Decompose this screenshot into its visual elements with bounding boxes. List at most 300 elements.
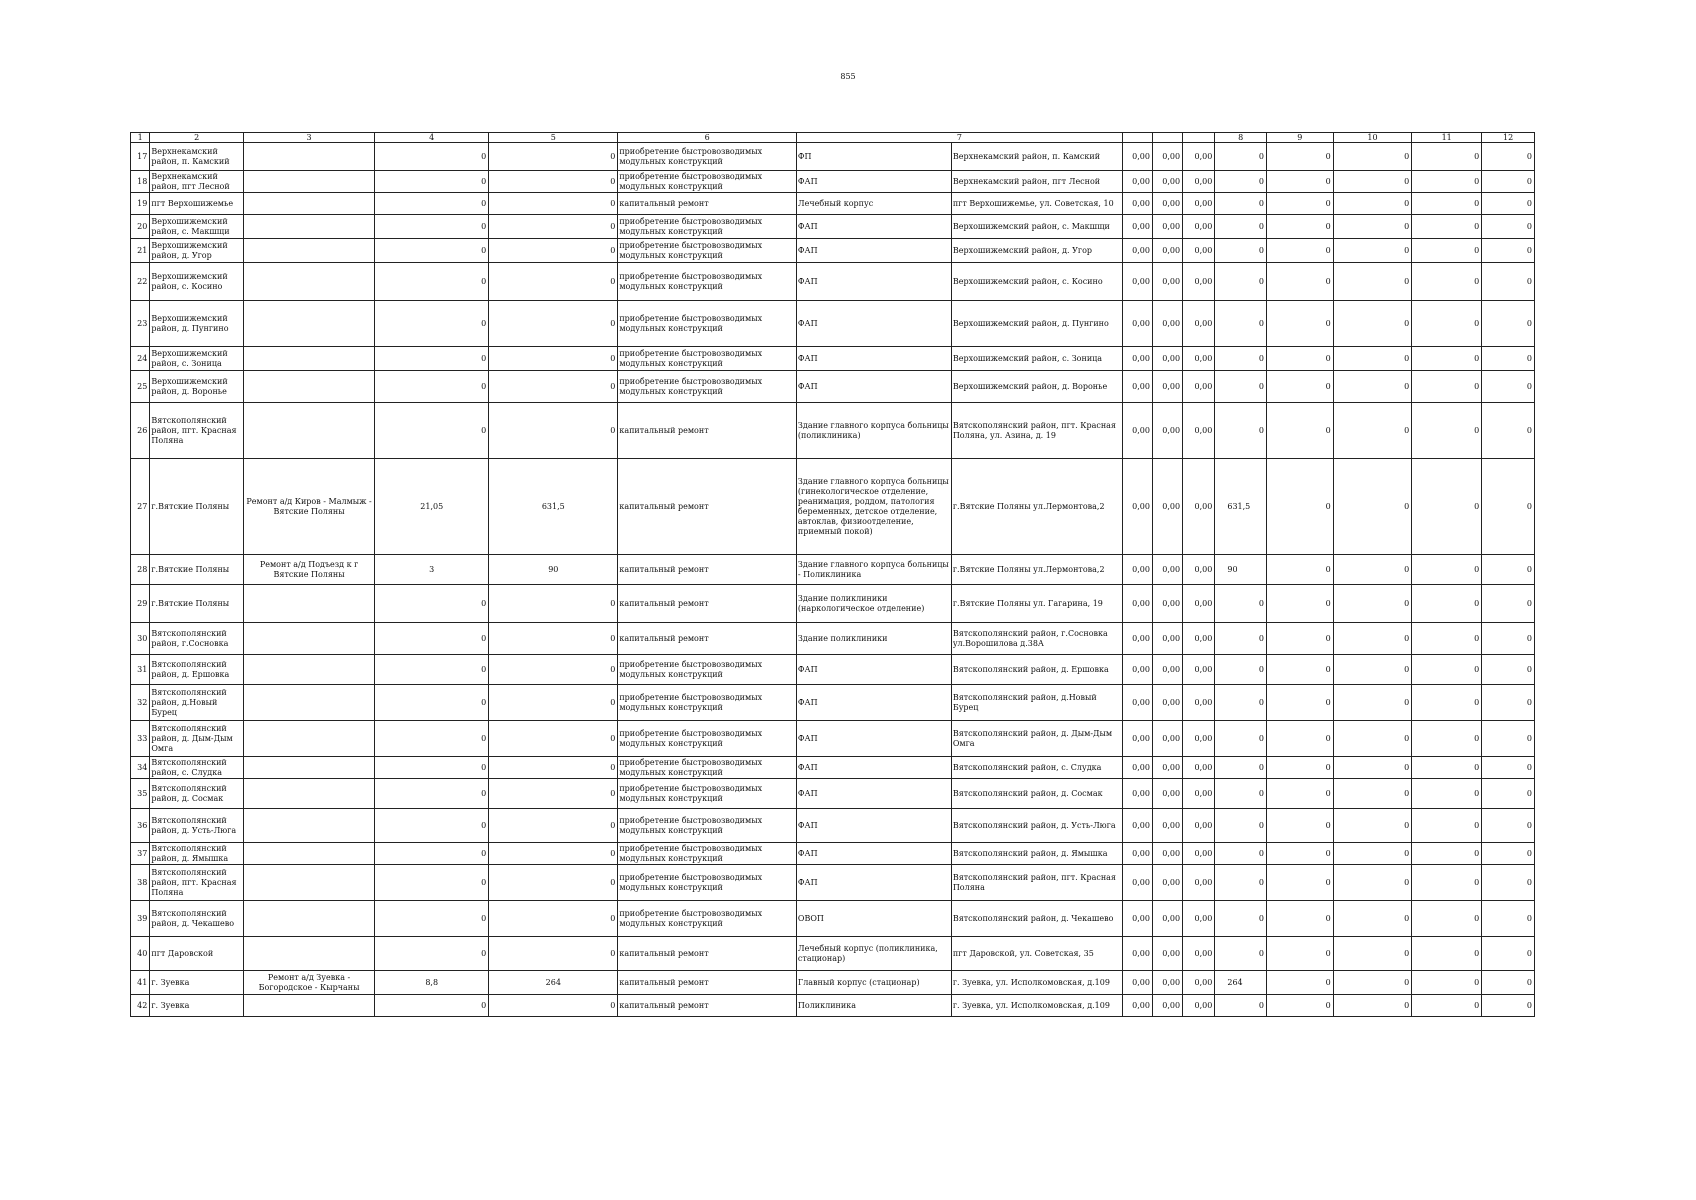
work-type-cell: приобретение быстровозводимых модульных конструкций	[618, 779, 797, 809]
road-project-cell	[243, 623, 374, 655]
metric-a-cell: 0,00	[1122, 901, 1152, 937]
column-8-cell: 0	[1215, 585, 1267, 623]
column-8-cell: 0	[1215, 685, 1267, 721]
work-type-cell: капитальный ремонт	[618, 193, 797, 215]
column-12-cell: 0	[1482, 843, 1535, 865]
address-cell: Вятскополянский район, г.Сосновка ул.Ворошилова д.38А	[951, 623, 1122, 655]
header-cell: 7	[796, 133, 1122, 143]
column-9-cell: 0	[1267, 143, 1334, 171]
table-row	[131, 215, 1535, 239]
metric-b-cell: 0,00	[1152, 371, 1182, 403]
column-12-cell: 0	[1482, 685, 1535, 721]
data-table-container	[130, 132, 1535, 1017]
table-row	[131, 843, 1535, 865]
column-10-cell: 0	[1333, 301, 1412, 347]
metric-c-cell: 0,00	[1183, 143, 1215, 171]
column-9-cell: 0	[1267, 623, 1334, 655]
column-5-cell: 0	[489, 347, 618, 371]
column-12-cell: 0	[1482, 555, 1535, 585]
table-row	[131, 995, 1535, 1017]
work-type-cell: капитальный ремонт	[618, 459, 797, 555]
column-8-cell: 0	[1215, 757, 1267, 779]
column-4-cell: 0	[375, 403, 489, 459]
facility-cell: Здание поликлиники	[796, 623, 951, 655]
column-4-cell: 0	[375, 301, 489, 347]
metric-a-cell: 0,00	[1122, 865, 1152, 901]
column-11-cell: 0	[1412, 809, 1482, 843]
metric-c-cell: 0,00	[1183, 215, 1215, 239]
column-10-cell: 0	[1333, 239, 1412, 263]
column-9-cell: 0	[1267, 215, 1334, 239]
column-11-cell: 0	[1412, 623, 1482, 655]
column-12-cell: 0	[1482, 971, 1535, 995]
column-9-cell: 0	[1267, 685, 1334, 721]
header-cell: 10	[1333, 133, 1412, 143]
district-cell: г.Вятские Поляны	[150, 555, 244, 585]
district-cell: Верхнекамский район, п. Камский	[150, 143, 244, 171]
column-9-cell: 0	[1267, 757, 1334, 779]
column-5-cell: 0	[489, 937, 618, 971]
column-4-cell: 0	[375, 193, 489, 215]
column-4-cell: 0	[375, 901, 489, 937]
metric-c-cell: 0,00	[1183, 865, 1215, 901]
column-8-cell: 631,5	[1215, 459, 1267, 555]
address-cell: Верхошижемский район, д. Угор	[951, 239, 1122, 263]
facility-cell: Поликлиника	[796, 995, 951, 1017]
facility-cell: Здание поликлиники (наркологическое отделение)	[796, 585, 951, 623]
road-project-cell	[243, 193, 374, 215]
metric-a-cell: 0,00	[1122, 995, 1152, 1017]
column-8-cell: 0	[1215, 809, 1267, 843]
column-11-cell: 0	[1412, 403, 1482, 459]
table-row	[131, 193, 1535, 215]
metric-c-cell: 0,00	[1183, 971, 1215, 995]
work-type-cell: приобретение быстровозводимых модульных конструкций	[618, 301, 797, 347]
column-12-cell: 0	[1482, 263, 1535, 301]
metric-a-cell: 0,00	[1122, 809, 1152, 843]
column-9-cell: 0	[1267, 171, 1334, 193]
metric-a-cell: 0,00	[1122, 263, 1152, 301]
district-cell: Вятскополянский район, д. Чекашево	[150, 901, 244, 937]
metric-c-cell: 0,00	[1183, 655, 1215, 685]
column-10-cell: 0	[1333, 263, 1412, 301]
facility-cell: Лечебный корпус (поликлиника, стационар)	[796, 937, 951, 971]
metric-b-cell: 0,00	[1152, 585, 1182, 623]
table-row	[131, 403, 1535, 459]
header-cell: 6	[618, 133, 797, 143]
column-10-cell: 0	[1333, 655, 1412, 685]
column-11-cell: 0	[1412, 585, 1482, 623]
row-number-cell: 34	[131, 757, 150, 779]
column-8-cell: 0	[1215, 901, 1267, 937]
column-4-cell: 0	[375, 623, 489, 655]
facility-cell: ФАП	[796, 171, 951, 193]
metric-b-cell: 0,00	[1152, 779, 1182, 809]
road-project-cell	[243, 347, 374, 371]
column-5-cell: 0	[489, 239, 618, 263]
column-4-cell: 0	[375, 655, 489, 685]
column-11-cell: 0	[1412, 459, 1482, 555]
row-number-cell: 30	[131, 623, 150, 655]
column-11-cell: 0	[1412, 995, 1482, 1017]
column-12-cell: 0	[1482, 865, 1535, 901]
column-11-cell: 0	[1412, 193, 1482, 215]
column-12-cell: 0	[1482, 655, 1535, 685]
metric-b-cell: 0,00	[1152, 843, 1182, 865]
column-11-cell: 0	[1412, 171, 1482, 193]
facility-cell: ОВОП	[796, 901, 951, 937]
column-9-cell: 0	[1267, 371, 1334, 403]
metric-c-cell: 0,00	[1183, 459, 1215, 555]
column-12-cell: 0	[1482, 721, 1535, 757]
work-type-cell: приобретение быстровозводимых модульных конструкций	[618, 143, 797, 171]
column-8-cell: 0	[1215, 263, 1267, 301]
column-12-cell: 0	[1482, 779, 1535, 809]
row-number-cell: 37	[131, 843, 150, 865]
table-row	[131, 685, 1535, 721]
column-10-cell: 0	[1333, 865, 1412, 901]
column-5-cell: 0	[489, 143, 618, 171]
road-project-cell	[243, 239, 374, 263]
column-10-cell: 0	[1333, 371, 1412, 403]
row-number-cell: 29	[131, 585, 150, 623]
metric-c-cell: 0,00	[1183, 347, 1215, 371]
column-4-cell: 0	[375, 347, 489, 371]
row-number-cell: 23	[131, 301, 150, 347]
column-9-cell: 0	[1267, 555, 1334, 585]
column-9-cell: 0	[1267, 655, 1334, 685]
metric-b-cell: 0,00	[1152, 655, 1182, 685]
column-11-cell: 0	[1412, 239, 1482, 263]
facility-cell: ФАП	[796, 215, 951, 239]
table-row	[131, 555, 1535, 585]
metric-a-cell: 0,00	[1122, 555, 1152, 585]
column-8-cell: 0	[1215, 403, 1267, 459]
row-number-cell: 41	[131, 971, 150, 995]
metric-a-cell: 0,00	[1122, 215, 1152, 239]
road-project-cell	[243, 995, 374, 1017]
table-row	[131, 263, 1535, 301]
column-5-cell: 0	[489, 865, 618, 901]
row-number-cell: 33	[131, 721, 150, 757]
column-12-cell: 0	[1482, 937, 1535, 971]
facility-cell: ФАП	[796, 239, 951, 263]
column-5-cell: 0	[489, 809, 618, 843]
metric-c-cell: 0,00	[1183, 757, 1215, 779]
column-5-cell: 0	[489, 757, 618, 779]
metric-c-cell: 0,00	[1183, 263, 1215, 301]
column-4-cell: 3	[375, 555, 489, 585]
column-11-cell: 0	[1412, 371, 1482, 403]
column-8-cell: 0	[1215, 239, 1267, 263]
work-type-cell: капитальный ремонт	[618, 623, 797, 655]
district-cell: Вятскополянский район, пгт. Красная Поляна	[150, 865, 244, 901]
table-row	[131, 865, 1535, 901]
header-cell: 3	[243, 133, 374, 143]
row-number-cell: 21	[131, 239, 150, 263]
column-12-cell: 0	[1482, 143, 1535, 171]
metric-a-cell: 0,00	[1122, 171, 1152, 193]
column-9-cell: 0	[1267, 995, 1334, 1017]
header-cell: 2	[150, 133, 244, 143]
header-cell: 11	[1412, 133, 1482, 143]
work-type-cell: приобретение быстровозводимых модульных конструкций	[618, 865, 797, 901]
district-cell: Верхошижемский район, с. Косино	[150, 263, 244, 301]
metric-a-cell: 0,00	[1122, 193, 1152, 215]
district-cell: Вятскополянский район, г.Сосновка	[150, 623, 244, 655]
metric-c-cell: 0,00	[1183, 901, 1215, 937]
row-number-cell: 22	[131, 263, 150, 301]
work-type-cell: приобретение быстровозводимых модульных конструкций	[618, 347, 797, 371]
address-cell: Вятскополянский район, д. Ямышка	[951, 843, 1122, 865]
road-project-cell	[243, 403, 374, 459]
metric-a-cell: 0,00	[1122, 403, 1152, 459]
column-8-cell: 0	[1215, 215, 1267, 239]
road-project-cell	[243, 171, 374, 193]
table-row	[131, 655, 1535, 685]
row-number-cell: 20	[131, 215, 150, 239]
road-project-cell: Ремонт а/д Зуевка - Богородское - Кырчаны	[243, 971, 374, 995]
column-4-cell: 0	[375, 685, 489, 721]
facility-cell: ФАП	[796, 371, 951, 403]
column-12-cell: 0	[1482, 403, 1535, 459]
road-project-cell	[243, 809, 374, 843]
road-project-cell	[243, 865, 374, 901]
metric-c-cell: 0,00	[1183, 937, 1215, 971]
column-4-cell: 0	[375, 371, 489, 403]
metric-b-cell: 0,00	[1152, 459, 1182, 555]
metric-b-cell: 0,00	[1152, 239, 1182, 263]
district-cell: пгт Даровской	[150, 937, 244, 971]
work-type-cell: капитальный ремонт	[618, 555, 797, 585]
column-5-cell: 264	[489, 971, 618, 995]
column-8-cell: 0	[1215, 865, 1267, 901]
metric-b-cell: 0,00	[1152, 171, 1182, 193]
table-row	[131, 371, 1535, 403]
road-project-cell: Ремонт а/д Подъезд к г Вятские Поляны	[243, 555, 374, 585]
column-10-cell: 0	[1333, 809, 1412, 843]
district-cell: Верхнекамский район, пгт Лесной	[150, 171, 244, 193]
column-4-cell: 21,05	[375, 459, 489, 555]
district-cell: Верхошижемский район, с. Зоница	[150, 347, 244, 371]
work-type-cell: приобретение быстровозводимых модульных конструкций	[618, 215, 797, 239]
metric-b-cell: 0,00	[1152, 143, 1182, 171]
column-10-cell: 0	[1333, 995, 1412, 1017]
work-type-cell: приобретение быстровозводимых модульных конструкций	[618, 655, 797, 685]
column-12-cell: 0	[1482, 171, 1535, 193]
metric-b-cell: 0,00	[1152, 995, 1182, 1017]
column-4-cell: 0	[375, 721, 489, 757]
row-number-cell: 17	[131, 143, 150, 171]
metric-a-cell: 0,00	[1122, 459, 1152, 555]
column-9-cell: 0	[1267, 901, 1334, 937]
column-4-cell: 0	[375, 757, 489, 779]
column-5-cell: 0	[489, 685, 618, 721]
column-10-cell: 0	[1333, 685, 1412, 721]
header-row	[131, 133, 1535, 143]
facility-cell: ФАП	[796, 347, 951, 371]
column-8-cell: 264	[1215, 971, 1267, 995]
road-project-cell	[243, 901, 374, 937]
address-cell: Вятскополянский район, д. Дым-Дым Омга	[951, 721, 1122, 757]
work-type-cell: приобретение быстровозводимых модульных конструкций	[618, 371, 797, 403]
facility-cell: ФАП	[796, 809, 951, 843]
table-row	[131, 971, 1535, 995]
table-row	[131, 301, 1535, 347]
column-10-cell: 0	[1333, 901, 1412, 937]
road-project-cell	[243, 779, 374, 809]
table-row	[131, 937, 1535, 971]
column-10-cell: 0	[1333, 171, 1412, 193]
metric-b-cell: 0,00	[1152, 685, 1182, 721]
table-row	[131, 757, 1535, 779]
column-11-cell: 0	[1412, 347, 1482, 371]
column-9-cell: 0	[1267, 843, 1334, 865]
column-12-cell: 0	[1482, 623, 1535, 655]
row-number-cell: 32	[131, 685, 150, 721]
column-12-cell: 0	[1482, 995, 1535, 1017]
column-5-cell: 0	[489, 655, 618, 685]
address-cell: пгт Верхошижемье, ул. Советская, 10	[951, 193, 1122, 215]
column-5-cell: 90	[489, 555, 618, 585]
facility-cell: Главный корпус (стационар)	[796, 971, 951, 995]
column-11-cell: 0	[1412, 865, 1482, 901]
address-cell: Вятскополянский район, д. Чекашево	[951, 901, 1122, 937]
header-cell: 5	[489, 133, 618, 143]
metric-a-cell: 0,00	[1122, 843, 1152, 865]
metric-a-cell: 0,00	[1122, 301, 1152, 347]
metric-c-cell: 0,00	[1183, 301, 1215, 347]
column-11-cell: 0	[1412, 901, 1482, 937]
metric-b-cell: 0,00	[1152, 809, 1182, 843]
column-5-cell: 0	[489, 171, 618, 193]
column-8-cell: 0	[1215, 623, 1267, 655]
column-5-cell: 0	[489, 371, 618, 403]
district-cell: Вятскополянский район, д. Ямышка	[150, 843, 244, 865]
row-number-cell: 24	[131, 347, 150, 371]
address-cell: пгт Даровской, ул. Советская, 35	[951, 937, 1122, 971]
facility-cell: ФАП	[796, 263, 951, 301]
address-cell: Верхошижемский район, с. Косино	[951, 263, 1122, 301]
column-8-cell: 90	[1215, 555, 1267, 585]
column-12-cell: 0	[1482, 239, 1535, 263]
column-12-cell: 0	[1482, 901, 1535, 937]
table-row	[131, 809, 1535, 843]
facility-cell: ФАП	[796, 655, 951, 685]
metric-a-cell: 0,00	[1122, 937, 1152, 971]
column-11-cell: 0	[1412, 757, 1482, 779]
metric-b-cell: 0,00	[1152, 721, 1182, 757]
metric-a-cell: 0,00	[1122, 757, 1152, 779]
address-cell: Вятскополянский район, д. Сосмак	[951, 779, 1122, 809]
header-cell: 1	[131, 133, 150, 143]
column-11-cell: 0	[1412, 215, 1482, 239]
work-type-cell: капитальный ремонт	[618, 971, 797, 995]
column-9-cell: 0	[1267, 239, 1334, 263]
district-cell: г.Вятские Поляны	[150, 585, 244, 623]
header-cell: 12	[1482, 133, 1535, 143]
facility-cell: ФАП	[796, 865, 951, 901]
metric-a-cell: 0,00	[1122, 623, 1152, 655]
work-type-cell: капитальный ремонт	[618, 937, 797, 971]
row-number-cell: 18	[131, 171, 150, 193]
district-cell: г.Вятские Поляны	[150, 459, 244, 555]
address-cell: Верхошижемский район, с. Макшщи	[951, 215, 1122, 239]
table-row	[131, 623, 1535, 655]
address-cell: Верхошижемский район, с. Зоница	[951, 347, 1122, 371]
district-cell: Верхошижемский район, д. Воронье	[150, 371, 244, 403]
metric-b-cell: 0,00	[1152, 403, 1182, 459]
metric-a-cell: 0,00	[1122, 971, 1152, 995]
column-8-cell: 0	[1215, 193, 1267, 215]
table-row	[131, 779, 1535, 809]
row-number-cell: 36	[131, 809, 150, 843]
work-type-cell: капитальный ремонт	[618, 995, 797, 1017]
column-11-cell: 0	[1412, 779, 1482, 809]
work-type-cell: приобретение быстровозводимых модульных конструкций	[618, 721, 797, 757]
header-cell: 4	[375, 133, 489, 143]
column-10-cell: 0	[1333, 937, 1412, 971]
column-12-cell: 0	[1482, 301, 1535, 347]
district-cell: Вятскополянский район, д. Ершовка	[150, 655, 244, 685]
table-row	[131, 585, 1535, 623]
column-9-cell: 0	[1267, 585, 1334, 623]
metric-a-cell: 0,00	[1122, 655, 1152, 685]
column-8-cell: 0	[1215, 843, 1267, 865]
table-row	[131, 239, 1535, 263]
column-5-cell: 631,5	[489, 459, 618, 555]
work-type-cell: приобретение быстровозводимых модульных конструкций	[618, 843, 797, 865]
metric-a-cell: 0,00	[1122, 143, 1152, 171]
column-8-cell: 0	[1215, 171, 1267, 193]
column-11-cell: 0	[1412, 555, 1482, 585]
column-5-cell: 0	[489, 721, 618, 757]
column-5-cell: 0	[489, 779, 618, 809]
column-10-cell: 0	[1333, 623, 1412, 655]
column-10-cell: 0	[1333, 779, 1412, 809]
address-cell: Верхошижемский район, д. Пунгино	[951, 301, 1122, 347]
metric-b-cell: 0,00	[1152, 193, 1182, 215]
column-4-cell: 8,8	[375, 971, 489, 995]
facility-cell: ФАП	[796, 721, 951, 757]
road-project-cell	[243, 757, 374, 779]
table-row	[131, 171, 1535, 193]
facility-cell: ФАП	[796, 685, 951, 721]
row-number-cell: 26	[131, 403, 150, 459]
row-number-cell: 35	[131, 779, 150, 809]
column-8-cell: 0	[1215, 721, 1267, 757]
facility-cell: Здание главного корпуса больницы - Поликлиника	[796, 555, 951, 585]
column-10-cell: 0	[1333, 843, 1412, 865]
column-5-cell: 0	[489, 403, 618, 459]
metric-c-cell: 0,00	[1183, 403, 1215, 459]
metric-c-cell: 0,00	[1183, 171, 1215, 193]
work-type-cell: приобретение быстровозводимых модульных конструкций	[618, 685, 797, 721]
column-4-cell: 0	[375, 143, 489, 171]
metric-b-cell: 0,00	[1152, 347, 1182, 371]
table-row	[131, 347, 1535, 371]
metric-c-cell: 0,00	[1183, 371, 1215, 403]
road-project-cell	[243, 301, 374, 347]
metric-c-cell: 0,00	[1183, 779, 1215, 809]
road-project-cell	[243, 721, 374, 757]
row-number-cell: 19	[131, 193, 150, 215]
address-cell: Вятскополянский район, пгт. Красная Поляна, ул. Азина, д. 19	[951, 403, 1122, 459]
facility-cell: Здание главного корпуса больницы (поликлиника)	[796, 403, 951, 459]
header-cell	[1122, 133, 1152, 143]
work-type-cell: приобретение быстровозводимых модульных конструкций	[618, 263, 797, 301]
column-9-cell: 0	[1267, 809, 1334, 843]
